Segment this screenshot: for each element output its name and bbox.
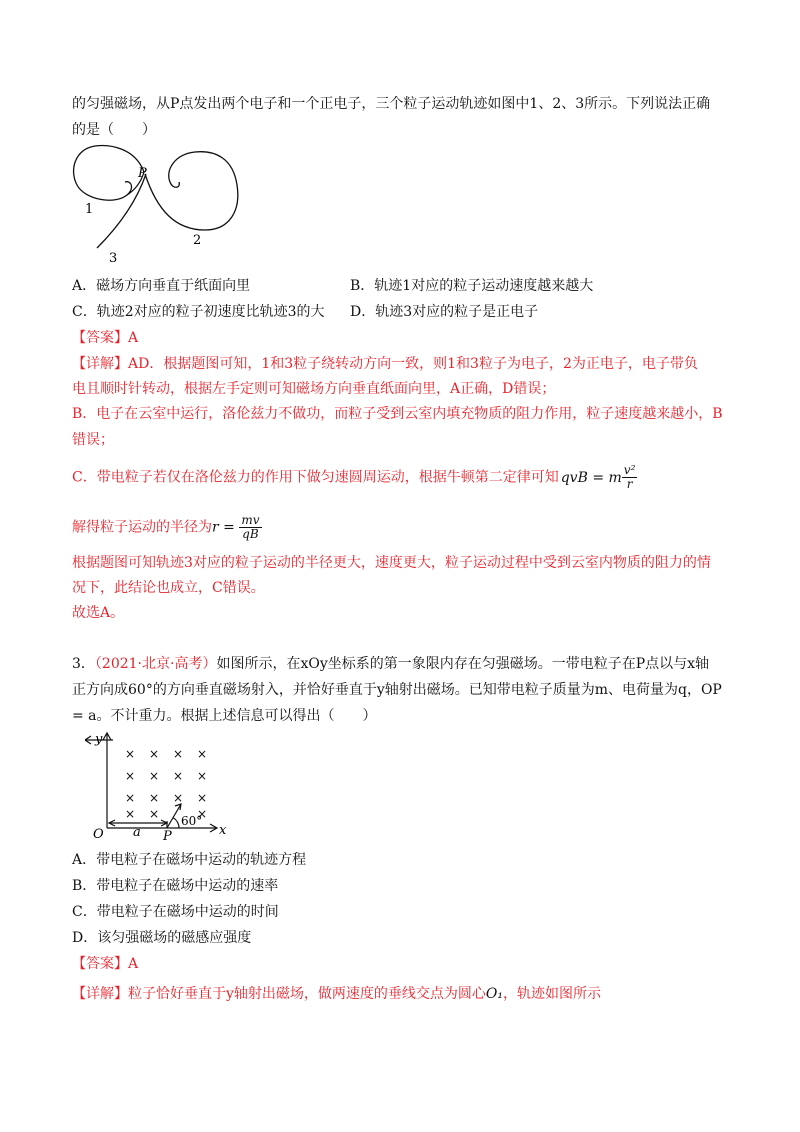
q2-fig-label-P: P — [138, 166, 147, 181]
q3-stem-line2: 正方向成60°的方向垂直磁场射入，并恰好垂直于y轴射出磁场。已知带电粒子质量为m、电荷量为q，OP — [72, 682, 722, 698]
svg-text:×: × — [173, 769, 184, 783]
q3-option-d: D．该匀强磁场的磁感应强度 — [72, 930, 252, 946]
svg-text:×: × — [149, 807, 160, 821]
q2-option-a: A．磁场方向垂直于纸面向里 — [72, 278, 251, 294]
q2-option-b: B．轨迹1对应的粒子运动速度越来越大 — [350, 278, 594, 294]
svg-text:×: × — [149, 791, 160, 805]
svg-text:×: × — [125, 791, 136, 805]
q3-option-b: B．带电粒子在磁场中运动的速率 — [72, 878, 279, 894]
q3-stem-line1 — [72, 654, 709, 674]
q2-detail-line3: B．电子在云室中运行，洛伦兹力不做功，而粒子受到云室内填充物质的阻力作用，粒子速度越来越小，B — [72, 406, 723, 422]
q2-detail-line6 — [72, 514, 262, 541]
q2-option-d: D．轨迹3对应的粒子是正电子 — [350, 304, 539, 320]
q3-number: 3． — [72, 656, 95, 672]
q2-detail-line8: 况下，此结论也成立，C错误。 — [72, 580, 265, 596]
q2-detail-text5: C．带电粒子若仅在洛伦兹力的作用下做匀速圆周运动，根据牛顿第二定律可知 — [72, 469, 559, 486]
q2-fig-label-1: 1 — [85, 202, 94, 217]
q2-option-c: C．轨迹2对应的粒子初速度比轨迹3的大 — [72, 304, 325, 320]
formula1-den: r — [626, 477, 633, 491]
q3-fig-label-angle: 60° — [181, 814, 203, 828]
formula2-den: qB — [242, 527, 259, 541]
formula2-num: mv — [241, 513, 260, 527]
q3-fig-label-a: a — [133, 825, 141, 840]
q2-detail-line1: 【详解】AD．根据题图可知，1和3粒子绕转动方向一致，则1和3粒子为电子，2为正电子，电子带负 — [72, 356, 698, 372]
q2-stem-line2: 的是（ ） — [72, 122, 156, 138]
q3-stem-text1: 如图所示，在xOy坐标系的第一象限内存在匀强磁场。一带电粒子在P点以与x轴 — [216, 656, 710, 672]
q3-fig-label-P: P — [163, 829, 172, 843]
q3-detail-text1: 【详解】粒子恰好垂直于y轴射出磁场，做两速度的垂线交点为圆心 — [72, 986, 486, 1002]
q2-answer: 【答案】A — [72, 330, 139, 346]
q2-fig-label-3: 3 — [109, 251, 118, 266]
q3-option-a: A．带电粒子在磁场中运动的轨迹方程 — [72, 852, 307, 868]
svg-text:×: × — [173, 791, 184, 805]
svg-text:×: × — [125, 769, 136, 783]
q2-detail-line4: 错误； — [72, 432, 114, 448]
q3-source: （2021·北京·高考） — [94, 656, 217, 672]
formula1-lhs: qvB = m — [560, 469, 622, 486]
q3-answer: 【答案】A — [72, 956, 139, 972]
svg-text:×: × — [125, 747, 136, 761]
q3-fig-label-x: x — [219, 823, 227, 838]
svg-text:×: × — [197, 747, 208, 761]
q2-detail-text6: 解得粒子运动的半径为 — [72, 519, 212, 536]
q2-detail-line2: 电且顺时针转动，根据左手定则可知磁场方向垂直纸面向里，A正确，D错误； — [72, 381, 556, 397]
q2-fig-label-2: 2 — [193, 233, 202, 248]
formula2-fraction — [239, 514, 261, 541]
q3-field-figure — [85, 728, 235, 843]
q3-fig-label-O: O — [93, 827, 104, 842]
svg-text:×: × — [173, 747, 184, 761]
q2-stem-line1: 的匀强磁场，从P点发出两个电子和一个正电子，三个粒子运动轨迹如图中1、2、3所示。下列说法正确 — [72, 96, 711, 112]
q2-trajectory-figure — [65, 140, 255, 270]
q2-detail-line9: 故选A。 — [72, 605, 125, 621]
q3-fig-label-y: y — [95, 732, 103, 747]
svg-text:×: × — [197, 791, 208, 805]
svg-text:×: × — [149, 747, 160, 761]
formula1-fraction — [622, 464, 638, 491]
svg-text:×: × — [197, 769, 208, 783]
q3-center-label: O₁ — [485, 986, 504, 1002]
svg-text:×: × — [197, 807, 208, 821]
svg-text:×: × — [149, 769, 160, 783]
q2-detail-line7: 根据题图可知轨迹3对应的粒子运动的半径更大，速度更大，粒子运动过程中受到云室内物质的阻力的情 — [72, 555, 711, 571]
q2-detail-line5 — [72, 464, 637, 491]
q3-detail-text1b: ，轨迹如图所示 — [503, 986, 602, 1002]
formula1-num: v² — [623, 463, 636, 477]
q3-stem-line3: = a。不计重力。根据上述信息可以得出（ ） — [72, 708, 377, 724]
q3-option-c: C．带电粒子在磁场中运动的时间 — [72, 904, 279, 920]
q3-detail-line1 — [72, 984, 601, 1004]
formula2-lhs: r = — [212, 519, 240, 536]
svg-text:×: × — [125, 807, 136, 821]
